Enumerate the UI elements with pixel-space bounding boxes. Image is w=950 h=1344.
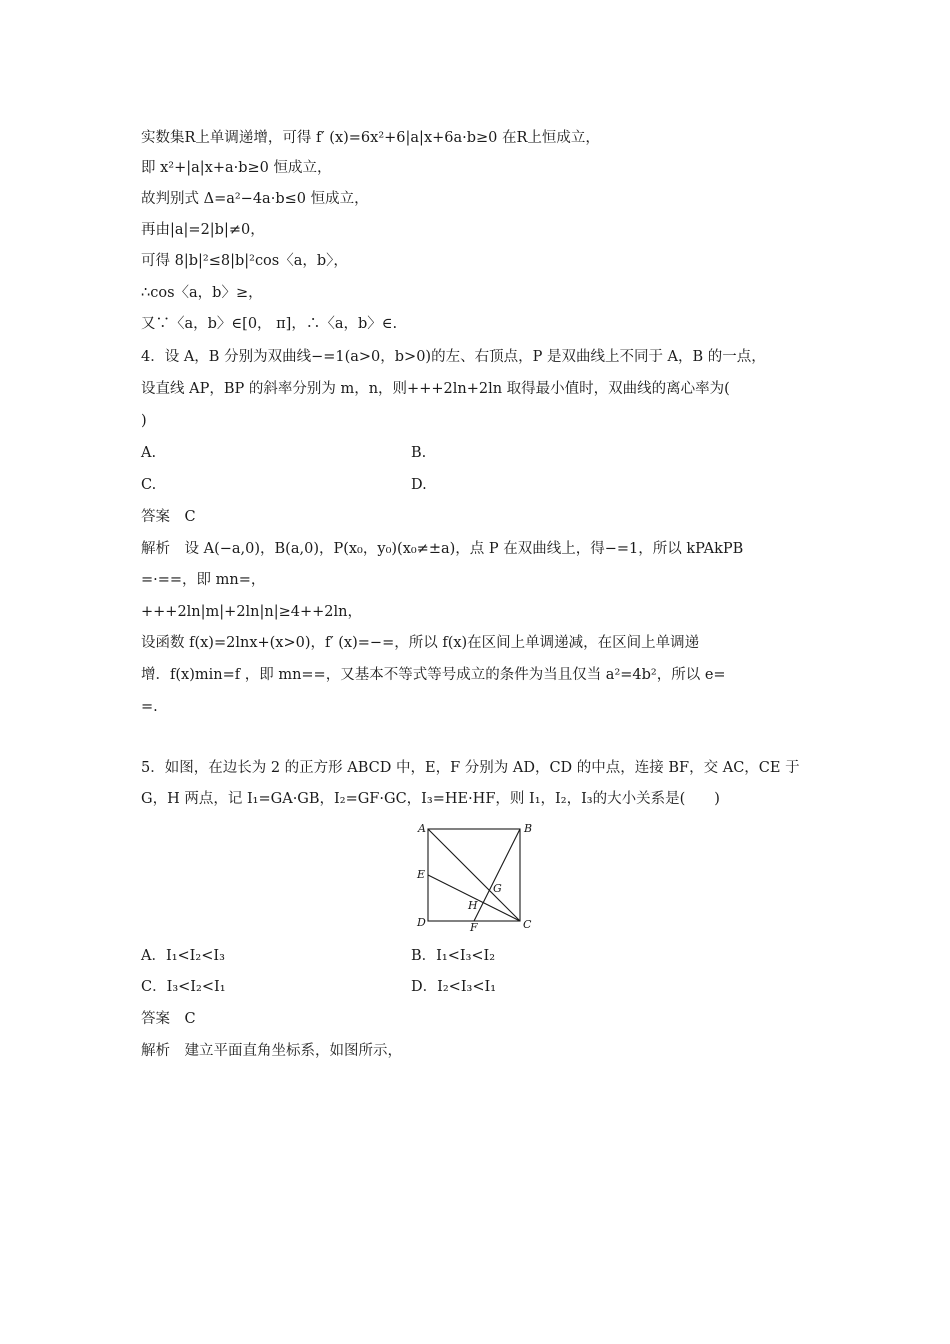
analysis-line: =·==，即 mn=， (141, 572, 266, 588)
analysis-line: 设函数 f(x)=2lnx+(x>0)，f′ (x)=−=，所以 f(x)在区间上单调递减，在区间上单调递 (141, 635, 700, 651)
q4-option-c: C. (141, 477, 157, 493)
text-line: 可得 8|b|²≤8|b|²cos〈a，b〉， (141, 253, 348, 269)
text-line: 再由|a|=2|b|≠0， (141, 222, 265, 238)
text-line: ∴cos〈a，b〉≥， (141, 285, 263, 301)
label-g: G (493, 882, 502, 895)
q5-option-a: A．I₁<I₂<I₃ (141, 948, 225, 964)
q5-option-b: B．I₁<I₃<I₂ (411, 948, 496, 964)
label-f: F (470, 921, 478, 932)
analysis-line: 增．f(x)min=f ，即 mn==，又基本不等式等号成立的条件为当且仅当 a²=4b²，所以 e= (141, 667, 726, 683)
analysis-line: 解析 设 A(−a,0)，B(a,0)，P(x₀，y₀)(x₀≠±a)，点 P 在双曲线上，得−=1，所以 kPAkPB (141, 541, 744, 557)
text-line: 实数集R上单调递增，可得 f′ (x)=6x²+6|a|x+6a·b≥0 在R上恒成立， (141, 130, 600, 146)
segment-ce (428, 875, 520, 921)
q5-option-c: C．I₃<I₂<I₁ (141, 979, 226, 995)
label-b: B (524, 822, 533, 835)
label-e: E (417, 868, 426, 881)
analysis-line: =. (141, 699, 158, 715)
segment-bf (474, 829, 520, 921)
label-a: A (418, 822, 426, 835)
question-4-stem: ) (141, 413, 147, 429)
q4-option-d: D. (411, 477, 427, 493)
question-4-stem: 设直线 AP，BP 的斜率分别为 m，n，则+++2ln+2ln 取得最小值时，双曲线的离心率为( (141, 381, 730, 397)
question-5-stem: 5．如图，在边长为 2 的正方形 ABCD 中，E，F 分别为 AD，CD 的中点，连接 BF，交 AC，CE 于 (141, 760, 800, 776)
question-5-stem: G，H 两点，记 I₁=GA·GB，I₂=GF·GC，I₃=HE·HF，则 I₁，I₂，I₃的大小关系是( ) (141, 791, 720, 807)
analysis-line: 解析 建立平面直角坐标系，如图所示， (141, 1043, 402, 1059)
text-line: 即 x²+|a|x+a·b≥0 恒成立， (141, 160, 332, 176)
analysis-line: +++2ln|m|+2ln|n|≥4++2ln， (141, 604, 363, 620)
label-c: C (523, 918, 532, 931)
square-figure (413, 820, 543, 932)
text-line: 故判别式 Δ=a²−4a·b≤0 恒成立， (141, 191, 369, 207)
q4-option-b: B. (411, 445, 427, 461)
q4-option-a: A. (141, 445, 157, 461)
answer-line: 答案 C (141, 509, 196, 525)
answer-line: 答案 C (141, 1011, 196, 1027)
text-line: 又∵〈a，b〉∈[0， π]，∴〈a，b〉∈. (141, 316, 398, 332)
label-h: H (468, 899, 478, 912)
q5-option-d: D．I₂<I₃<I₁ (411, 979, 497, 995)
question-4-stem: 4．设 A，B 分别为双曲线−=1(a>0，b>0)的左、右顶点，P 是双曲线上不同于 A，B 的一点， (141, 349, 766, 365)
label-d: D (417, 916, 426, 929)
